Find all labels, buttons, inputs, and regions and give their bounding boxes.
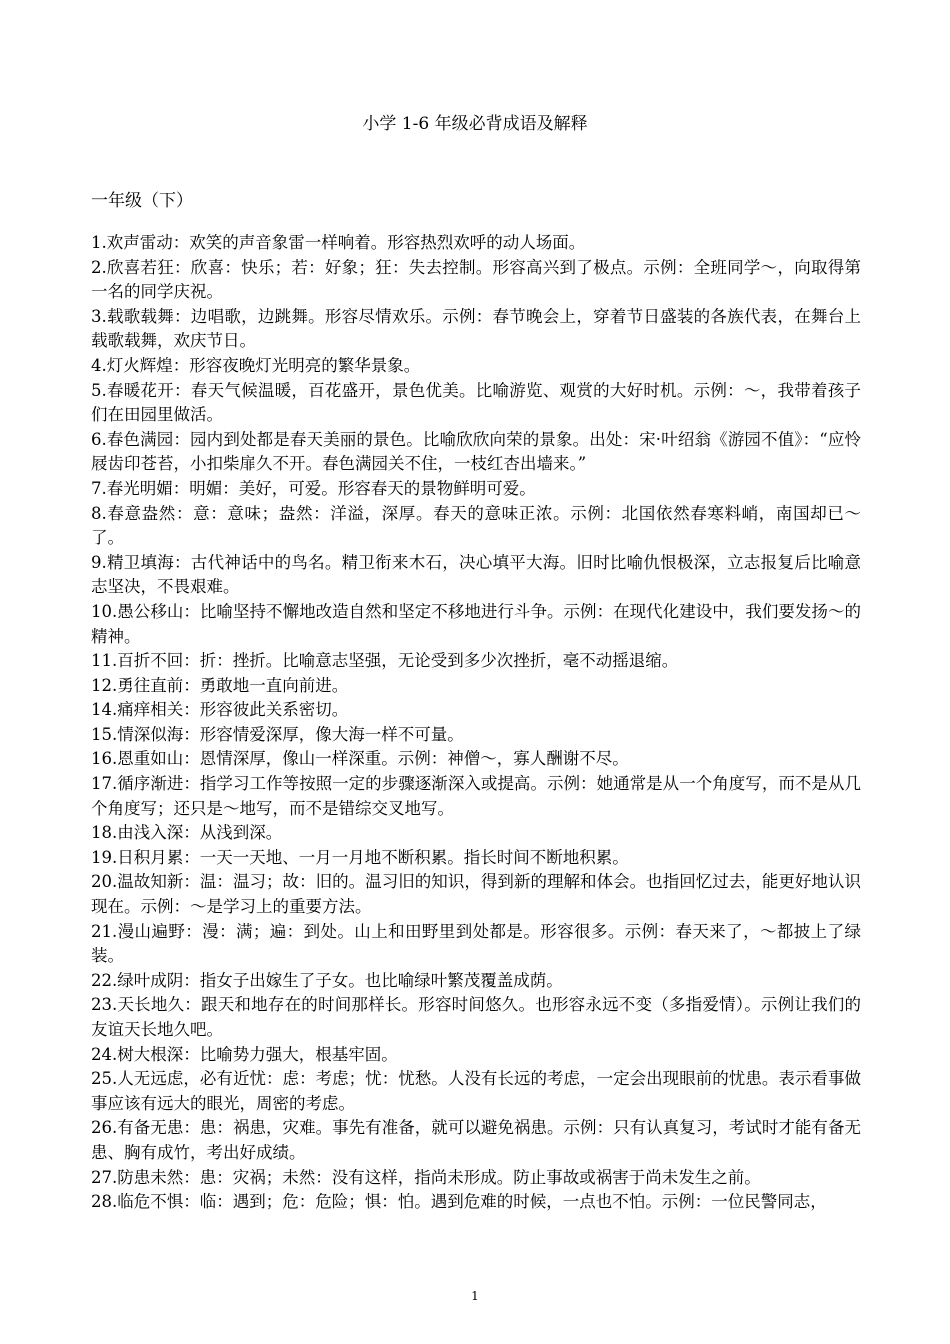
idiom-entry: 11.百折不回：折：挫折。比喻意志坚强，无论受到多少次挫折，毫不动摇退缩。 <box>91 651 679 671</box>
idiom-entry: 27.防患未然：患：灾祸；未然：没有这样，指尚未形成。防止事故或祸害于尚未发生之前。 <box>91 1167 761 1187</box>
page-number: 1 <box>471 1289 479 1303</box>
idiom-entry: 22.绿叶成阴：指女子出嫁生了子女。也比喻绿叶繁茂覆盖成荫。 <box>91 970 563 990</box>
idiom-entry: 26.有备无患：患：祸患，灾难。事先有准备，就可以避免祸患。示例：只有认真复习，考试时才能有备无患、胸有成竹，考出好成绩。 <box>91 1118 861 1162</box>
idiom-list <box>91 231 861 1215</box>
idiom-entry: 23.天长地久：跟天和地存在的时间那样长。形容时间悠久。也形容永远不变（多指爱情）。示例让我们的友谊天长地久吧。 <box>91 995 861 1039</box>
idiom-entry: 7.春光明媚：明媚：美好，可爱。形容春天的景物鲜明可爱。 <box>91 478 536 498</box>
idiom-entry: 2.欣喜若狂：欣喜：快乐；若：好象；狂：失去控制。形容高兴到了极点。示例：全班同学～，向取得第一名的同学庆祝。 <box>91 257 861 302</box>
idiom-entry: 12.勇往直前：勇敢地一直向前进。 <box>91 675 349 695</box>
idiom-entry: 16.恩重如山：恩情深厚，像山一样深重。示例：神僧～，寡人酬谢不尽。 <box>91 749 629 769</box>
idiom-entry: 6.春色满园：园内到处都是春天美丽的景色。比喻欣欣向荣的景象。出处：宋·叶绍翁《游园不值》：“应怜屐齿印苍苔，小扣柴扉久不开。春色满园关不住，一枝红杏出墙来。” <box>91 429 861 474</box>
idiom-entry: 24.树大根深：比喻势力强大，根基牢固。 <box>91 1044 398 1064</box>
idiom-entry: 20.温故知新：温：温习；故：旧的。温习旧的知识，得到新的理解和体会。也指回忆过去，能更好地认识现在。示例：～是学习上的重要方法。 <box>91 872 861 917</box>
idiom-entry: 15.情深似海：形容情爱深厚，像大海一样不可量。 <box>91 724 464 744</box>
idiom-entry: 21.漫山遍野：漫：满；遍：到处。山上和田野里到处都是。形容很多。示例：春天来了，～都披上了绿装。 <box>91 921 861 966</box>
idiom-entry: 18.由浅入深：从浅到深。 <box>91 823 283 843</box>
idiom-entry: 25.人无远虑，必有近忧：虑：考虑；忧：忧愁。人没有长远的考虑，一定会出现眼前的忧患。表示看事做事应该有远大的眼光，周密的考虑。 <box>91 1069 861 1113</box>
idiom-entry: 1.欢声雷动：欢笑的声音象雷一样响着。形容热烈欢呼的动人场面。 <box>91 233 586 252</box>
idiom-entry: 5.春暖花开：春天气候温暖，百花盛开，景色优美。比喻游览、观赏的大好时机。示例：～，我带着孩子们在田园里做活。 <box>91 380 861 425</box>
document-title: 小学 1-6 年级必背成语及解释 <box>362 114 588 134</box>
idiom-entry: 19.日积月累：一天一天地、一月一月地不断积累。指长时间不断地积累。 <box>91 847 629 867</box>
idiom-entry: 3.载歌载舞：边唱歌，边跳舞。形容尽情欢乐。示例：春节晚会上，穿着节日盛装的各族代表，在舞台上载歌载舞，欢庆节日。 <box>91 306 861 351</box>
idiom-entry: 8.春意盎然：意：意味；盎然：洋溢，深厚。春天的意味正浓。示例：北国依然春寒料峭，南国却已～了。 <box>91 503 861 548</box>
idiom-entry: 10.愚公移山：比喻坚持不懈地改造自然和坚定不移地进行斗争。示例：在现代化建设中，我们要发扬～的精神。 <box>91 601 861 646</box>
section-heading: 一年级（下） <box>91 191 193 211</box>
idiom-entry: 4.灯火辉煌：形容夜晚灯光明亮的繁华景象。 <box>91 355 421 375</box>
idiom-entry: 28.临危不惧：临：遇到；危：危险；惧：怕。遇到危难的时候，一点也不怕。示例：一位民警同志， <box>91 1192 827 1212</box>
idiom-entry: 17.循序渐进：指学习工作等按照一定的步骤逐渐深入或提高。示例：她通常是从一个角度写，而不是从几个角度写；还只是～地写，而不是错综交叉地写。 <box>91 774 861 818</box>
idiom-entry: 14.痛痒相关：形容彼此关系密切。 <box>91 700 349 720</box>
idiom-entry: 9.精卫填海：古代神话中的鸟名。精卫衔来木石，决心填平大海。旧时比喻仇恨极深，立志报复后比喻意志坚决，不畏艰难。 <box>91 552 861 597</box>
